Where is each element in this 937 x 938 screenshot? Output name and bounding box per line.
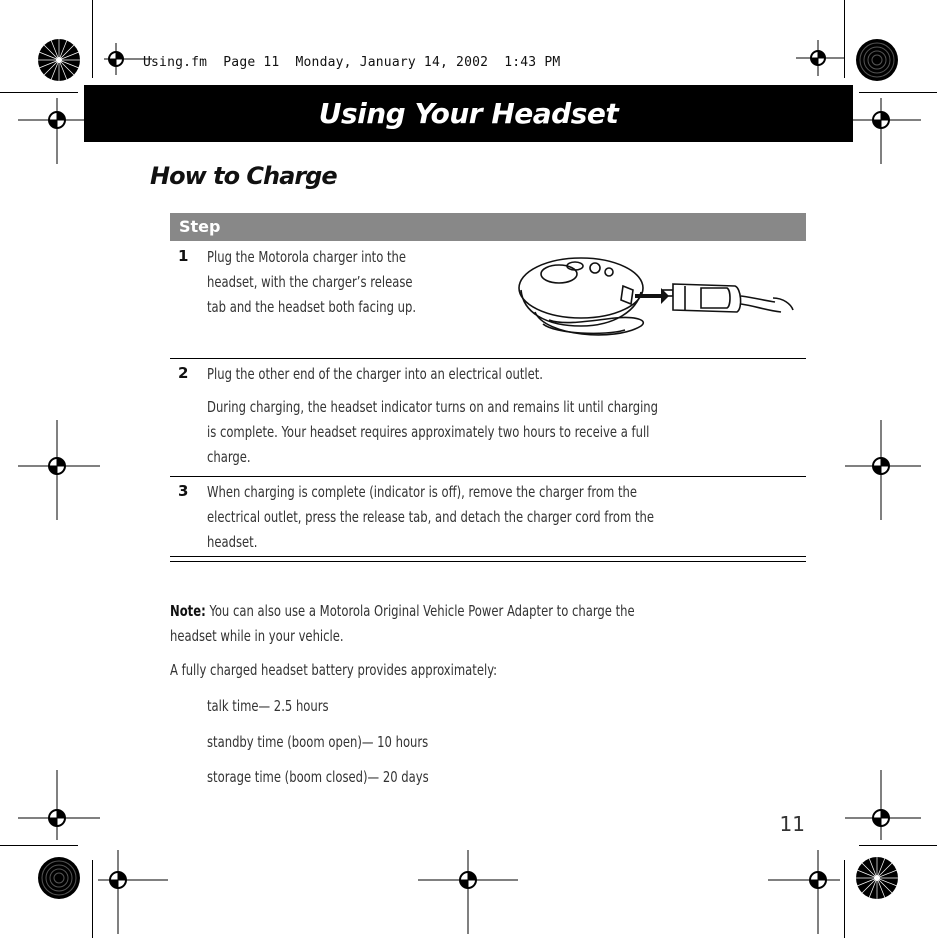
- registration-crosshair-icon: [98, 850, 168, 934]
- registration-crosshair-icon: [768, 850, 840, 934]
- crop-mark: [92, 0, 93, 78]
- registration-crosshair-icon: [845, 770, 921, 840]
- table-divider: [170, 476, 806, 477]
- registration-starburst-icon: [37, 856, 81, 900]
- note-paragraph: Note: You can also use a Motorola Original Vehicle Power Adapter to charge the headset while in your vehicle.: [170, 602, 635, 645]
- registration-crosshair-icon: [845, 98, 921, 164]
- registration-crosshair-icon: [418, 850, 518, 934]
- step-text: Plug the Motorola charger into the headset, with the charger’s release tab and the headset both facing up.: [207, 248, 417, 316]
- crop-mark: [0, 845, 78, 846]
- table-bottom-rule: [170, 561, 806, 562]
- step-number: 2: [178, 364, 189, 382]
- section-title: How to Charge: [150, 162, 337, 190]
- step-detail-text: During charging, the headset indicator turns on and remains lit until charging is complete. Your headset requires approximately two hours to receive a full charge.: [207, 398, 659, 466]
- registration-crosshair-icon: [796, 40, 844, 76]
- step-text: When charging is complete (indicator is off), remove the charger from the electrical outlet, press the release tab, and detach the charger cord from the headset.: [207, 483, 654, 551]
- battery-item: storage time (boom closed)— 20 days: [207, 768, 429, 786]
- table-divider: [170, 358, 806, 359]
- crop-mark: [0, 92, 78, 93]
- crop-mark: [859, 92, 937, 93]
- registration-starburst-icon: [855, 38, 899, 82]
- crop-mark: [844, 860, 845, 938]
- registration-starburst-icon: [37, 38, 81, 82]
- crop-mark: [92, 860, 93, 938]
- registration-starburst-icon: [855, 856, 899, 900]
- crop-mark: [859, 845, 937, 846]
- step-number: 3: [178, 482, 189, 500]
- headset-charger-illustration: [515, 250, 795, 345]
- registration-crosshair-icon: [18, 420, 100, 520]
- registration-crosshair-icon: [18, 770, 100, 840]
- registration-crosshair-icon: [845, 420, 921, 520]
- step-number: 1: [178, 247, 189, 265]
- battery-item: talk time— 2.5 hours: [207, 697, 329, 715]
- crop-mark: [844, 0, 845, 78]
- steps-table-header: [170, 213, 806, 241]
- note-label: Note:: [170, 602, 206, 620]
- page-number: 11: [779, 812, 805, 836]
- step-column-header: Step: [179, 217, 221, 236]
- file-info-line: Using.fm Page 11 Monday, January 14, 2002 1:43 PM: [143, 55, 561, 70]
- step-text: Plug the other end of the charger into an electrical outlet.: [207, 365, 543, 383]
- battery-item: standby time (boom open)— 10 hours: [207, 733, 429, 751]
- chapter-title-bar: [84, 85, 853, 142]
- table-bottom-rule: [170, 556, 806, 557]
- chapter-title: Using Your Headset: [318, 97, 619, 130]
- battery-intro: A fully charged headset battery provides approximately:: [170, 661, 498, 679]
